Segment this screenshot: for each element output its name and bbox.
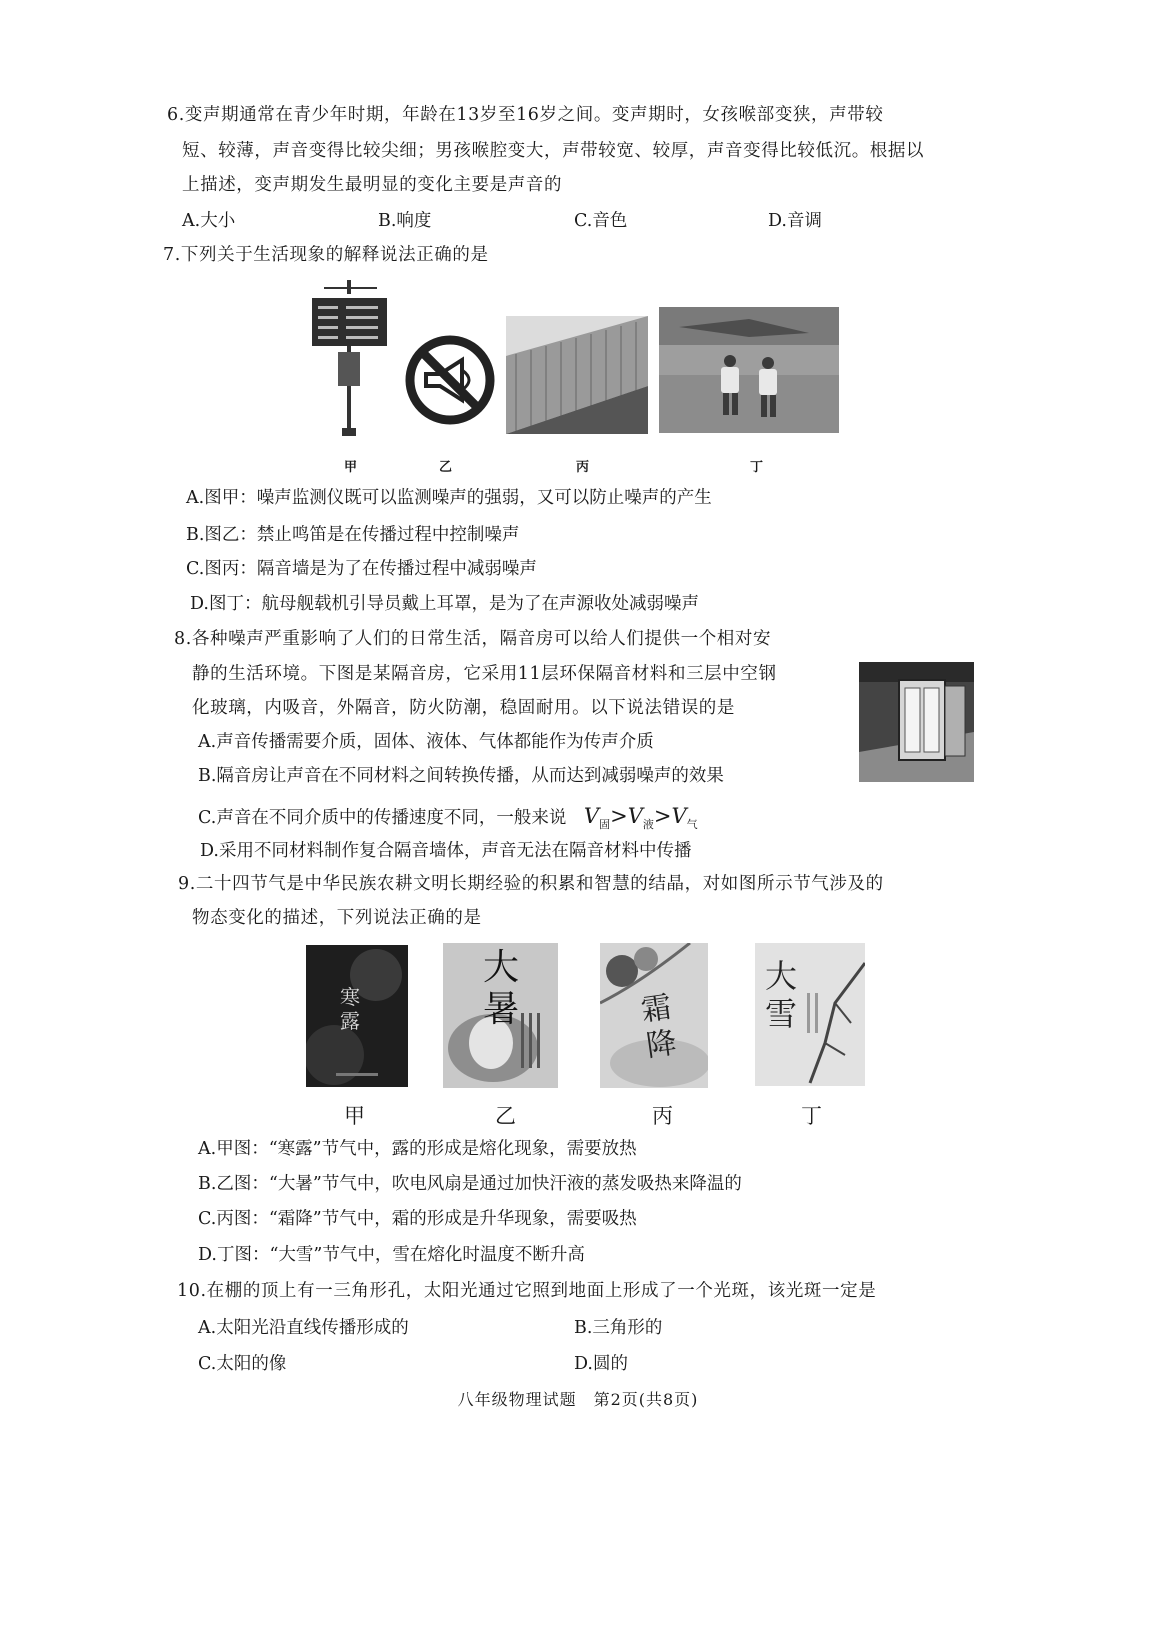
poster-shuangjiang-title: 霜降 — [639, 989, 679, 1065]
q10-stem: 10.在棚的顶上有一三角形孔，太阳光通过它照到地面上形成了一个光斑，该光斑一定是 — [177, 1281, 877, 1301]
q10-option-b: B.三角形的 — [574, 1318, 663, 1338]
q7-option-c: C.图丙：隔音墙是为了在传播过程中减弱噪声 — [186, 559, 537, 579]
no-horn-sign-icon — [404, 330, 496, 430]
q9-caption-bing: 丙 — [652, 1104, 673, 1128]
sound-barrier-wall-figure — [506, 316, 648, 434]
q7-option-b: B.图乙：禁止鸣笛是在传播过程中控制噪声 — [186, 525, 520, 545]
page-footer: 八年级物理试题 第2页(共8页) — [457, 1390, 699, 1409]
q10-option-d: D.圆的 — [574, 1354, 628, 1374]
q8-option-b: B.隔音房让声音在不同材料之间转换传播，从而达到减弱噪声的效果 — [198, 766, 724, 786]
q7-caption-bing: 丙 — [576, 460, 590, 475]
q7-option-d: D.图丁：航母舰载机引导员戴上耳罩，是为了在声源收处减弱噪声 — [190, 594, 699, 614]
q9-option-b: B.乙图：“大暑”节气中，吹电风扇是通过加快汗液的蒸发吸热来降温的 — [198, 1174, 742, 1194]
poster-shuangjiang — [600, 943, 708, 1088]
q9-option-d: D.丁图：“大雪”节气中，雪在熔化时温度不断升高 — [198, 1245, 585, 1265]
speed-formula: $V_固>V_液>V_气$ — [583, 804, 698, 832]
q6-option-b: B.响度 — [378, 211, 432, 231]
q7-caption-yi: 乙 — [439, 460, 453, 475]
q9-line-2: 物态变化的描述，下列说法正确的是 — [192, 908, 482, 928]
q8-line-1: 8.各种噪声严重影响了人们的日常生活，隔音房可以给人们提供一个相对安 — [174, 629, 772, 649]
q9-line-1: 9.二十四节气是中华民族农耕文明长期经验的积累和智慧的结晶，对如图所示节气涉及的 — [178, 874, 884, 894]
poster-dashu-title: 大暑 — [483, 947, 520, 1030]
q9-caption-yi: 乙 — [495, 1104, 516, 1128]
q7-caption-jia: 甲 — [344, 460, 358, 475]
q8-line-2: 静的生活环境。下图是某隔音房，它采用11层环保隔音材料和三层中空钢 — [192, 664, 777, 684]
q6-line-1: 6.变声期通常在青少年时期，年龄在13岁至16岁之间。变声期时，女孩喉部变狭，声带较 — [167, 105, 884, 125]
soundproof-room-figure — [859, 662, 974, 782]
q8-option-c-text: C.声音在不同介质中的传播速度不同，一般来说 — [198, 808, 567, 828]
q6-line-3: 上描述，变声期发生最明显的变化主要是声音的 — [182, 175, 563, 195]
poster-hanlu-title: 寒露 — [340, 985, 360, 1033]
q8-option-c — [198, 805, 698, 836]
q6-line-2: 短、较薄，声音变得比较尖细；男孩喉腔变大，声带较宽、较厚，声音变得比较低沉。根据以 — [182, 141, 925, 161]
noise-monitor-figure — [302, 280, 397, 440]
q7-caption-ding: 丁 — [750, 460, 764, 475]
q8-line-3: 化玻璃，内吸音，外隔音，防火防潮，稳固耐用。以下说法错误的是 — [192, 698, 735, 718]
poster-daxue-title: 大雪 — [765, 957, 798, 1033]
q7-stem: 7.下列关于生活现象的解释说法正确的是 — [163, 245, 489, 265]
q9-caption-ding: 丁 — [801, 1104, 822, 1128]
q9-caption-jia: 甲 — [344, 1104, 365, 1128]
q10-option-c: C.太阳的像 — [198, 1354, 287, 1374]
q8-option-d: D.采用不同材料制作复合隔音墙体，声音无法在隔音材料中传播 — [200, 841, 692, 861]
q7-option-a: A.图甲：噪声监测仪既可以监测噪声的强弱，又可以防止噪声的产生 — [186, 488, 712, 508]
q6-option-a: A.大小 — [182, 211, 236, 231]
poster-dashu — [443, 943, 558, 1088]
q9-option-c: C.丙图：“霜降”节气中，霜的形成是升华现象，需要吸热 — [198, 1209, 637, 1229]
q8-option-a: A.声音传播需要介质，固体、液体、气体都能作为传声介质 — [198, 732, 654, 752]
poster-daxue — [755, 943, 865, 1086]
q9-option-a: A.甲图：“寒露”节气中，露的形成是熔化现象，需要放热 — [198, 1139, 637, 1159]
q6-option-c: C.音色 — [574, 211, 628, 231]
poster-hanlu — [306, 945, 408, 1087]
q10-option-a: A.太阳光沿直线传播形成的 — [198, 1318, 409, 1338]
q6-option-d: D.音调 — [768, 211, 822, 231]
aircraft-carrier-crew-figure — [659, 307, 839, 433]
